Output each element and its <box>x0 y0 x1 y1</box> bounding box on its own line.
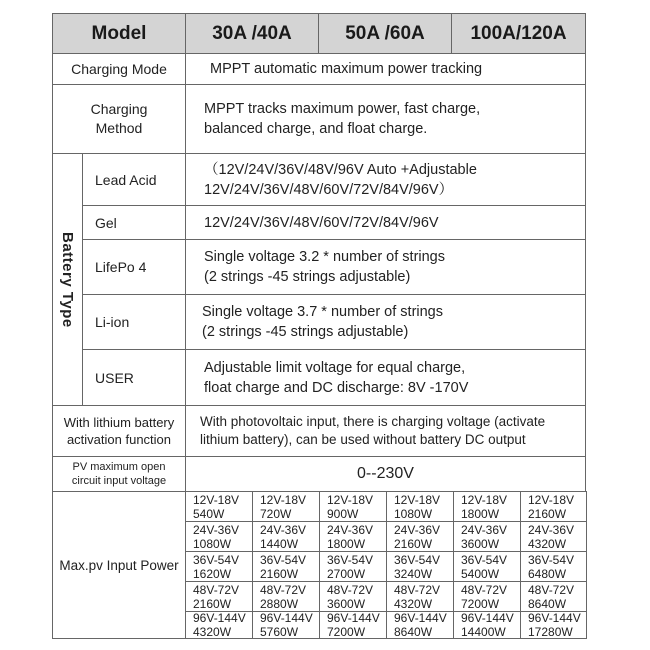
pv-power-cell <box>520 611 587 639</box>
li-ion-line1: Single voltage 3.7 * number of strings <box>202 304 443 320</box>
header-model: Model <box>52 13 186 54</box>
pv-power-value: 3600W <box>461 536 500 551</box>
header-30a-40a: 30A /40A <box>185 13 319 54</box>
pv-power-cell <box>453 491 521 522</box>
pv-power-value: 1080W <box>193 536 232 551</box>
pv-power-value: 900W <box>327 506 359 521</box>
pv-voltage-range: 96V-144V <box>528 611 581 625</box>
user-value <box>185 349 586 406</box>
pv-open-circuit-value: 0--230V <box>185 456 586 492</box>
pv-power-cell <box>252 611 320 639</box>
lead-acid-label: Lead Acid <box>82 153 186 206</box>
pv-power-value: 540W <box>193 506 225 521</box>
pv-power-cell <box>453 551 521 582</box>
pv-voltage-range: 12V-18V <box>394 492 441 507</box>
pv-power-cell <box>520 581 587 612</box>
pv-power-value: 7200W <box>327 625 366 639</box>
pv-power-cell <box>185 551 253 582</box>
pv-power-cell <box>386 551 454 582</box>
pv-voltage-range: 36V-54V <box>193 552 240 567</box>
pv-power-cell <box>453 611 521 639</box>
pv-power-value: 5400W <box>461 566 500 581</box>
pv-voltage-range: 12V-18V <box>327 492 374 507</box>
pv-power-cell <box>453 521 521 552</box>
gel-line1: 12V/24V/36V/48V/60V/72V/84V/96V <box>204 214 439 231</box>
pv-power-cell <box>319 551 387 582</box>
pv-power-value: 17280W <box>528 625 573 639</box>
pv-power-value: 2160W <box>394 536 433 551</box>
lithium-activation-line1: With photovoltaic input, there is charging voltage (activate <box>200 414 546 429</box>
pv-power-value: 3600W <box>327 596 366 611</box>
lead-acid-line2: 12V/24V/36V/48V/60V/72V/84V/96V） <box>204 181 454 198</box>
pv-power-cell <box>520 491 587 522</box>
pv-open-circuit-label-line1: PV maximum open <box>72 461 166 473</box>
pv-voltage-range: 36V-54V <box>394 552 441 567</box>
pv-power-cell <box>319 521 387 552</box>
pv-voltage-range: 48V-72V <box>394 582 441 597</box>
pv-voltage-range: 48V-72V <box>193 582 240 597</box>
pv-voltage-range: 96V-144V <box>193 611 246 625</box>
charging-method-line1: MPPT tracks maximum power, fast charge, <box>204 101 481 117</box>
pv-voltage-range: 24V-36V <box>327 522 374 537</box>
lead-acid-value <box>185 153 586 206</box>
pv-open-circuit-label-line2: circuit input voltage <box>71 475 167 487</box>
pv-voltage-range: 48V-72V <box>461 582 508 597</box>
pv-voltage-range: 24V-36V <box>528 522 575 537</box>
pv-voltage-range: 36V-54V <box>327 552 374 567</box>
pv-power-value: 1800W <box>327 536 366 551</box>
pv-power-cell <box>185 581 253 612</box>
pv-power-cell <box>185 491 253 522</box>
pv-power-cell <box>185 521 253 552</box>
pv-power-cell <box>185 611 253 639</box>
pv-power-cell <box>520 521 587 552</box>
pv-voltage-range: 24V-36V <box>260 522 307 537</box>
pv-voltage-range: 96V-144V <box>394 611 447 625</box>
pv-voltage-range: 12V-18V <box>260 492 307 507</box>
pv-voltage-range: 24V-36V <box>461 522 508 537</box>
pv-voltage-range: 48V-72V <box>327 582 374 597</box>
pv-voltage-range: 96V-144V <box>461 611 514 625</box>
pv-voltage-range: 12V-18V <box>461 492 508 507</box>
lifepo4-line1: Single voltage 3.2 * number of strings <box>204 249 445 265</box>
pv-voltage-range: 96V-144V <box>327 611 380 625</box>
pv-power-value: 8640W <box>528 596 567 611</box>
li-ion-value <box>185 294 586 350</box>
charging-method-label <box>52 84 186 154</box>
battery-type-group-label <box>52 153 83 406</box>
gel-value <box>185 205 586 240</box>
max-pv-power-label: Max.pv Input Power <box>52 491 186 639</box>
pv-power-value: 720W <box>260 506 292 521</box>
pv-voltage-range: 96V-144V <box>260 611 313 625</box>
charging-method-value <box>185 84 586 154</box>
pv-power-value: 1080W <box>394 506 433 521</box>
pv-power-cell <box>520 551 587 582</box>
header-100a-120a: 100A/120A <box>451 13 586 54</box>
pv-power-cell <box>319 491 387 522</box>
user-label: USER <box>82 349 186 406</box>
pv-voltage-range: 24V-36V <box>193 522 240 537</box>
pv-power-cell <box>252 551 320 582</box>
lithium-activation-line2: lithium battery), can be used without battery DC output <box>200 432 526 447</box>
spec-table <box>52 13 586 639</box>
pv-power-cell <box>319 611 387 639</box>
pv-power-cell <box>252 581 320 612</box>
li-ion-label: Li-ion <box>82 294 186 350</box>
pv-power-value: 2160W <box>528 506 567 521</box>
charging-mode-value <box>185 53 586 85</box>
pv-voltage-range: 12V-18V <box>193 492 240 507</box>
pv-power-value: 1620W <box>193 566 232 581</box>
lifepo4-line2: (2 strings -45 strings adjustable) <box>204 269 411 285</box>
pv-voltage-range: 36V-54V <box>260 552 307 567</box>
pv-power-value: 7200W <box>461 596 500 611</box>
charging-method-line2: balanced charge, and float charge. <box>204 121 428 137</box>
pv-power-cell <box>386 581 454 612</box>
pv-voltage-range: 48V-72V <box>260 582 307 597</box>
pv-power-cell <box>386 611 454 639</box>
lithium-activation-label-line1: With lithium battery <box>63 415 175 430</box>
lifepo4-label: LifePo 4 <box>82 239 186 295</box>
pv-power-value: 1440W <box>260 536 299 551</box>
user-line1: Adjustable limit voltage for equal charge, <box>204 359 466 376</box>
pv-power-value: 3240W <box>394 566 433 581</box>
pv-power-value: 4320W <box>193 625 232 639</box>
user-line2: float charge and DC discharge: 8V -170V <box>204 379 469 396</box>
lithium-activation-value <box>185 405 586 457</box>
pv-power-cell <box>453 581 521 612</box>
gel-label: Gel <box>82 205 186 240</box>
header-50a-60a: 50A /60A <box>318 13 452 54</box>
pv-power-value: 2160W <box>193 596 232 611</box>
charging-mode-text: MPPT automatic maximum power tracking <box>210 61 483 77</box>
pv-power-value: 4320W <box>394 596 433 611</box>
pv-power-cell <box>386 491 454 522</box>
charging-mode-label: Charging Mode <box>52 53 186 85</box>
pv-power-value: 6480W <box>528 566 567 581</box>
pv-power-value: 14400W <box>461 625 506 639</box>
pv-power-cell <box>252 491 320 522</box>
battery-type-text: Battery Type <box>59 231 76 328</box>
pv-power-cell <box>386 521 454 552</box>
charging-method-label-line1: Charging <box>90 101 148 117</box>
pv-voltage-range: 24V-36V <box>394 522 441 537</box>
pv-voltage-range: 48V-72V <box>528 582 575 597</box>
lithium-activation-label-line2: activation function <box>66 432 172 447</box>
li-ion-line2: (2 strings -45 strings adjustable) <box>202 324 409 340</box>
pv-power-value: 2700W <box>327 566 366 581</box>
pv-power-value: 1800W <box>461 506 500 521</box>
pv-voltage-range: 36V-54V <box>461 552 508 567</box>
pv-power-value: 4320W <box>528 536 567 551</box>
pv-power-value: 5760W <box>260 625 299 639</box>
lifepo4-value <box>185 239 586 295</box>
pv-power-cell <box>319 581 387 612</box>
pv-power-value: 8640W <box>394 625 433 639</box>
lithium-activation-label <box>52 405 186 457</box>
pv-power-value: 2880W <box>260 596 299 611</box>
pv-power-value: 2160W <box>260 566 299 581</box>
pv-open-circuit-label <box>52 456 186 492</box>
charging-method-label-line2: Method <box>95 120 143 136</box>
pv-power-cell <box>252 521 320 552</box>
pv-voltage-range: 36V-54V <box>528 552 575 567</box>
lead-acid-line1: （12V/24V/36V/48V/96V Auto +Adjustable <box>204 161 477 178</box>
pv-voltage-range: 12V-18V <box>528 492 575 507</box>
